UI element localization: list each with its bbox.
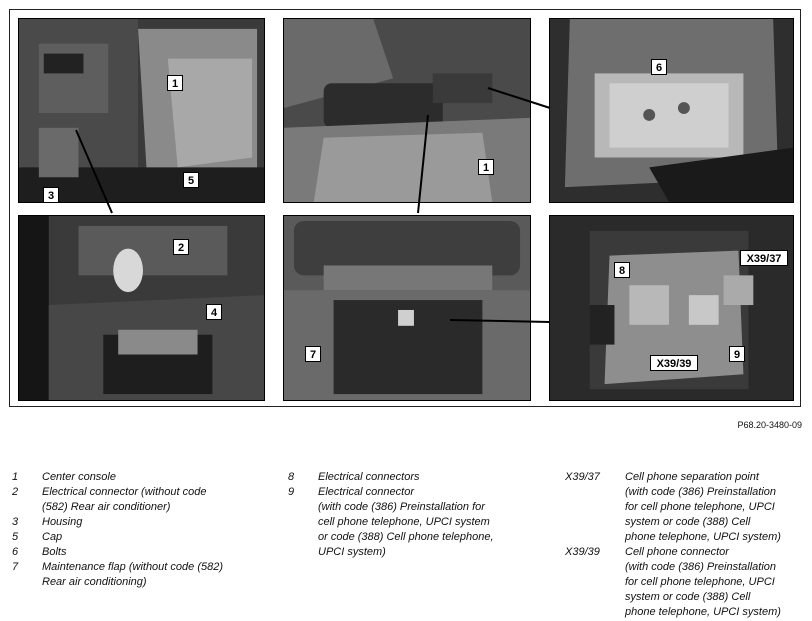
- legend-item: 9 Electrical connector (with code (386) Preinstallation for cell phone telephone, UPCI system or code (388) Cell phone telephone, UPCI system): [288, 486, 494, 558]
- photo-phone-connectors: [549, 215, 794, 401]
- legend-item: 1 Center console: [12, 471, 116, 483]
- legend-item: 7 Maintenance flap (without code (582) Rear air conditioning): [12, 561, 223, 588]
- callout-1: 1: [167, 75, 183, 91]
- callout-4: 4: [206, 304, 222, 320]
- callout-2: 2: [173, 239, 189, 255]
- figure-frame: [9, 9, 801, 407]
- photo-console-housing: [18, 18, 265, 203]
- callout-1b: 1: [478, 159, 494, 175]
- legend-item: 5 Cap: [12, 531, 63, 543]
- legend-item: 6 Bolts: [12, 546, 67, 558]
- legend-item: X39/39 Cell phone connector (with code (386) Preinstallation for cell phone telephone, UPCI system or code (388) Cell phone telephone, UPCI system): [565, 546, 781, 618]
- callout-x39-39: X39/39: [650, 355, 698, 371]
- figure-id: P68.20-3480-09: [737, 420, 802, 430]
- legend-item: 8 Electrical connectors: [288, 471, 420, 483]
- legend-item: 3 Housing: [12, 516, 83, 528]
- callout-x39-37: X39/37: [740, 250, 788, 266]
- legend-column-3: [565, 470, 810, 620]
- legend-column-1: [12, 470, 272, 590]
- legend-item: X39/37 Cell phone separation point (with code (386) Preinstallation for cell phone telephone, UPCI system or code (388) Cell phone telephone, UPCI system): [565, 471, 781, 543]
- callout-6: 6: [651, 59, 667, 75]
- legend-item: 2 Electrical connector (without code (582) Rear air conditioner): [12, 486, 207, 513]
- photo-armrest: [283, 18, 531, 203]
- legend-column-2: [288, 470, 548, 560]
- callout-5: 5: [183, 172, 199, 188]
- callout-3: 3: [43, 187, 59, 203]
- photo-wiring-connector: [18, 215, 265, 401]
- photo-maintenance-flap: [283, 215, 531, 401]
- callout-7: 7: [305, 346, 321, 362]
- callout-9: 9: [729, 346, 745, 362]
- callout-8: 8: [614, 262, 630, 278]
- photo-compartment-bolts: [549, 18, 794, 203]
